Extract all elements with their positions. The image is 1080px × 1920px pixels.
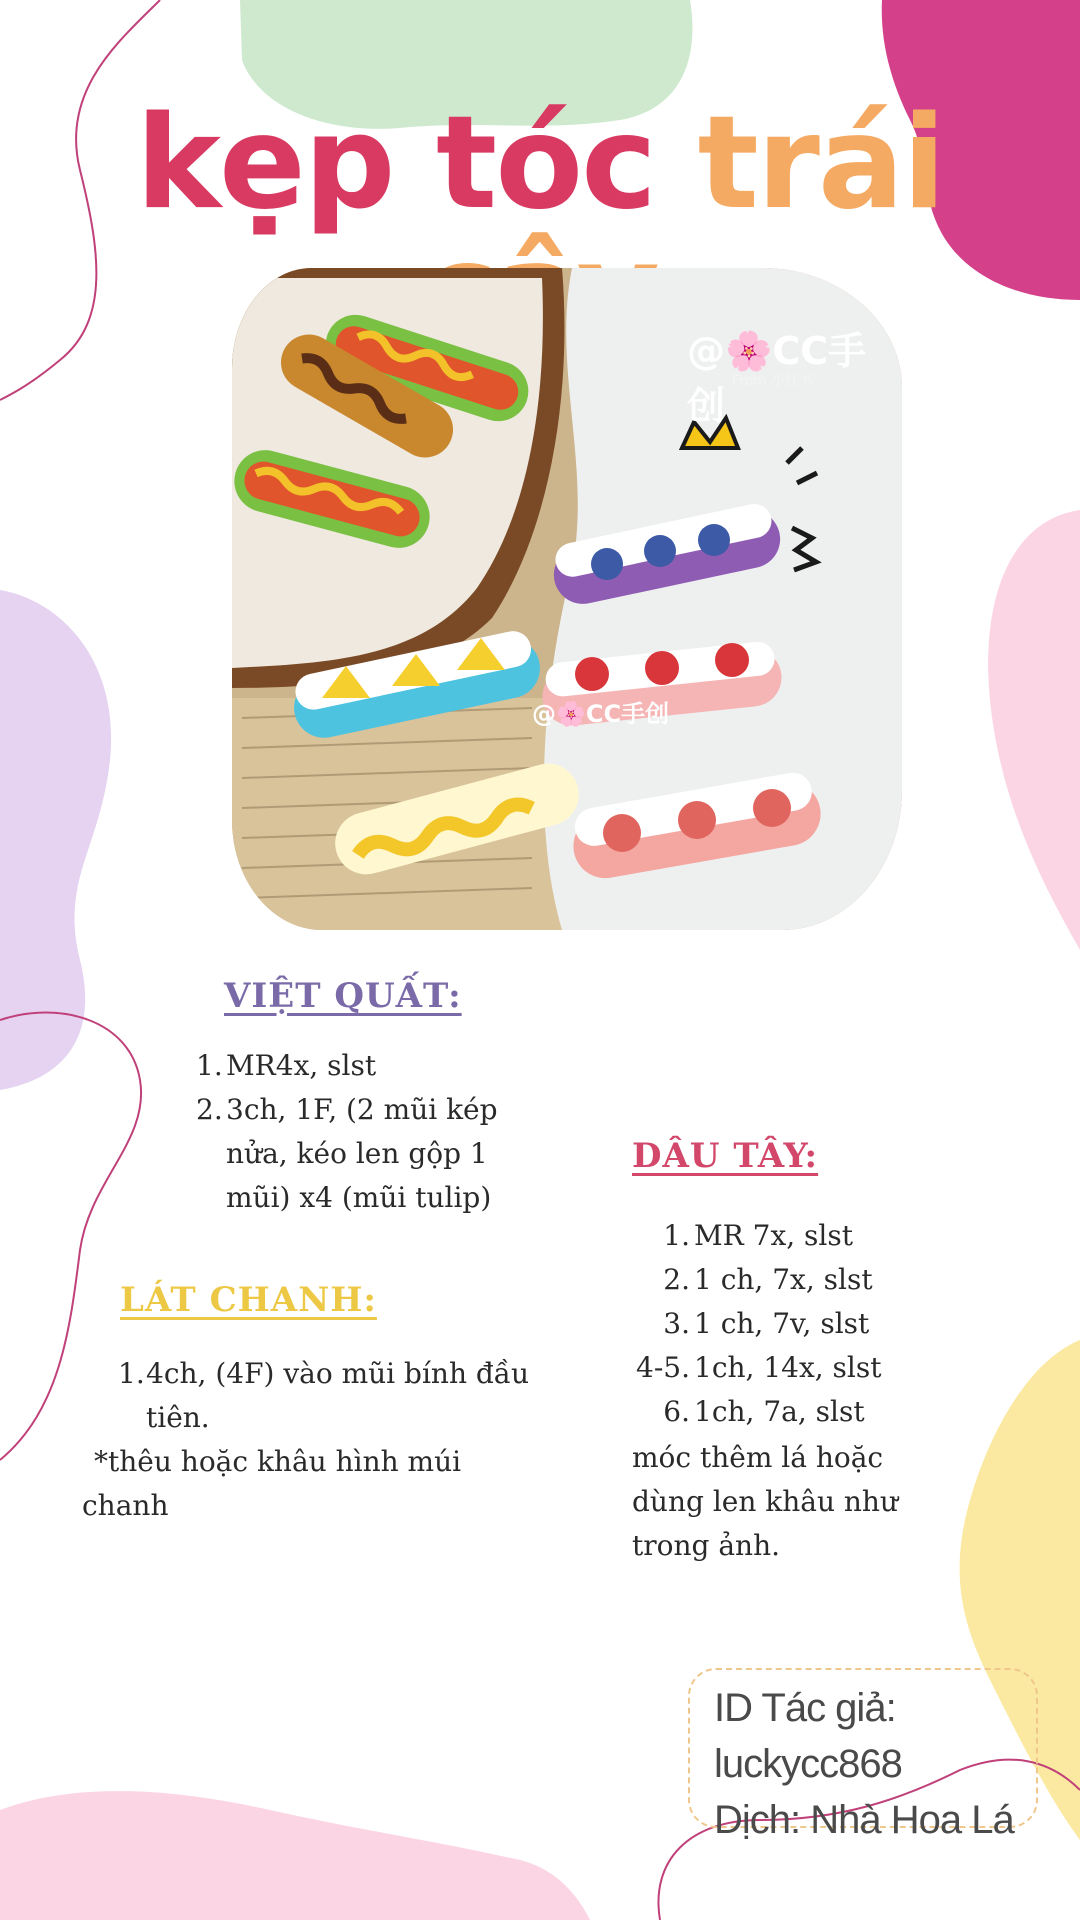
step-text: 1ch, 14x, slst [694, 1351, 882, 1384]
strawberry-steps [632, 1214, 992, 1434]
product-photo [232, 268, 902, 930]
step-number: 1. [196, 1049, 223, 1082]
watermark-sub: From 小红书 [732, 373, 814, 389]
lemon-steps [118, 1352, 578, 1440]
blueberry-steps [196, 1044, 556, 1220]
step-text: 4ch, (4F) vào mũi bính đầu tiên. [146, 1357, 529, 1434]
list-item [632, 1214, 992, 1258]
blueberry-heading: VIỆT QUẤT: [224, 976, 462, 1016]
lemon-note: *thêu hoặc khâu hình múi chanh [82, 1445, 462, 1522]
step-text: 1 ch, 7v, slst [694, 1307, 870, 1340]
step-text: 3ch, 1F, (2 mũi kép nửa, kéo len gộp 1 mũi) x4 (mũi tulip) [226, 1093, 498, 1214]
list-item [118, 1352, 578, 1440]
strawberry-heading: DÂU TÂY: [632, 1136, 819, 1176]
list-item [632, 1258, 992, 1302]
list-item [632, 1302, 992, 1346]
list-item [632, 1390, 992, 1434]
list-item [196, 1088, 556, 1220]
pink-blob-right [988, 510, 1080, 950]
title-part-orange: trái [697, 89, 945, 238]
list-item [632, 1346, 992, 1390]
step-number: 4-5. [636, 1351, 690, 1384]
step-text: 1ch, 7a, slst [694, 1395, 865, 1428]
step-text: MR4x, slst [226, 1049, 377, 1082]
step-number: 1. [663, 1219, 690, 1252]
strawberry-note: móc thêm lá hoặc dùng len khâu như trong ảnh. [632, 1441, 898, 1562]
credit-box [688, 1668, 1038, 1842]
pink-blob-bottom [0, 1791, 590, 1920]
title-part-red: kẹp tóc [135, 89, 655, 238]
lemon-heading: LÁT CHANH: [120, 1280, 377, 1320]
step-number: 2. [196, 1093, 223, 1126]
step-number: 2. [663, 1263, 690, 1296]
watermark-main: @🌸CC手创 [687, 329, 867, 428]
author-credit: ID Tác giả: luckycc868 [714, 1686, 902, 1786]
step-number: 6. [663, 1395, 690, 1428]
watermark-second: @🌸CC手创 [532, 700, 670, 728]
step-number: 1. [118, 1357, 145, 1390]
step-number: 3. [663, 1307, 690, 1340]
translator-credit: Dịch: Nhà Hoa Lá [714, 1798, 1014, 1842]
step-text: 1 ch, 7x, slst [694, 1263, 873, 1296]
list-item [196, 1044, 556, 1088]
step-text: MR 7x, slst [694, 1219, 854, 1252]
